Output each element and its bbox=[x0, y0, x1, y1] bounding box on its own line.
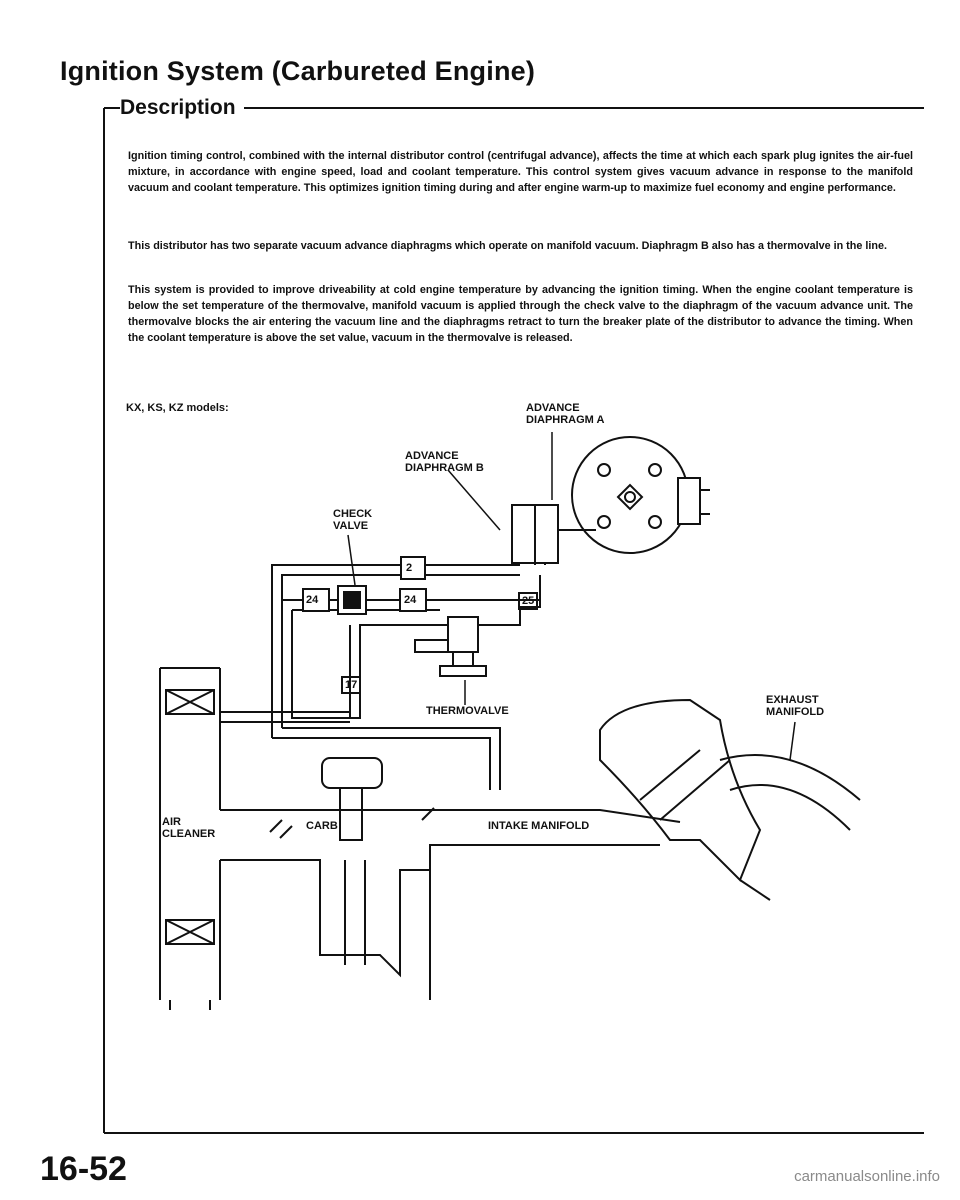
page-number: 16-52 bbox=[40, 1150, 127, 1188]
paragraph-3: This system is provided to improve driveability at cold engine temperature by advancing the ignition timing. When the engine coolant temperature is below the set temperature of the thermovalve, manifold vacuum is applied through the check valve to the diaphragm of the vacuum advance unit. The thermovalve blocks the air entering the vacuum line and the diaphragms retract to turn the breaker plate of the distributor to advance the timing. When the coolant temperature is above the set value, vacuum in the thermovalve is released. bbox=[128, 284, 913, 344]
carburetor-intake bbox=[220, 758, 680, 1000]
page-frame bbox=[104, 108, 924, 1133]
distributor bbox=[512, 437, 710, 563]
hose-number-2: 2 bbox=[406, 562, 413, 574]
exhaust-manifold bbox=[600, 700, 860, 900]
hose-number-24-left: 24 bbox=[306, 594, 319, 606]
label-line: ADVANCE bbox=[526, 402, 580, 414]
label-line: MANIFOLD bbox=[766, 706, 825, 718]
paragraph-1: Ignition timing control, combined with the internal distributor control (centrifugal advance), affects the time at which each spark plug ignites the air-fuel mixture, in accordance with engine speed, load and coolant temperature. This control system gives vacuum advance in response to the manifold vacuum and coolant temperature. This optimizes ignition timing during and after engine warm-up to maximize fuel economy and engine performance. bbox=[128, 150, 913, 194]
carb-label: CARB bbox=[306, 820, 338, 832]
label-line: DIAPHRAGM A bbox=[526, 414, 605, 426]
hose-number-17: 17 bbox=[341, 676, 361, 694]
hose-number-24-right: 24 bbox=[404, 594, 417, 606]
watermark: carmanualsonline.info bbox=[794, 1168, 940, 1185]
advance-diaphragm-a-label bbox=[526, 402, 604, 426]
label-line: ADVANCE bbox=[405, 450, 459, 462]
label-line: AIR bbox=[162, 816, 181, 828]
paragraph-2: This distributor has two separate vacuum advance diaphragms which operate on manifold vacuum. Diaphragm B also has a thermovalve in the line. bbox=[128, 240, 887, 252]
models-label: KX, KS, KZ models: bbox=[126, 402, 229, 414]
air-cleaner-label bbox=[162, 816, 215, 840]
check-valve-label bbox=[333, 508, 372, 532]
label-line: VALVE bbox=[333, 520, 369, 532]
label-line: CLEANER bbox=[162, 828, 216, 840]
intake-manifold-label: INTAKE MANIFOLD bbox=[488, 820, 590, 832]
label-line: CHECK bbox=[333, 508, 373, 520]
section-heading: Description bbox=[120, 96, 244, 120]
hose-number-25: 25 bbox=[518, 592, 538, 610]
thermovalve-label: THERMOVALVE bbox=[426, 705, 509, 717]
page-title: Ignition System (Carbureted Engine) bbox=[60, 56, 536, 86]
vacuum-hoses bbox=[220, 540, 545, 790]
exhaust-manifold-label bbox=[766, 694, 824, 718]
label-line: DIAPHRAGM B bbox=[405, 462, 484, 474]
label-line: EXHAUST bbox=[766, 694, 819, 706]
advance-diaphragm-b-label bbox=[405, 450, 484, 474]
